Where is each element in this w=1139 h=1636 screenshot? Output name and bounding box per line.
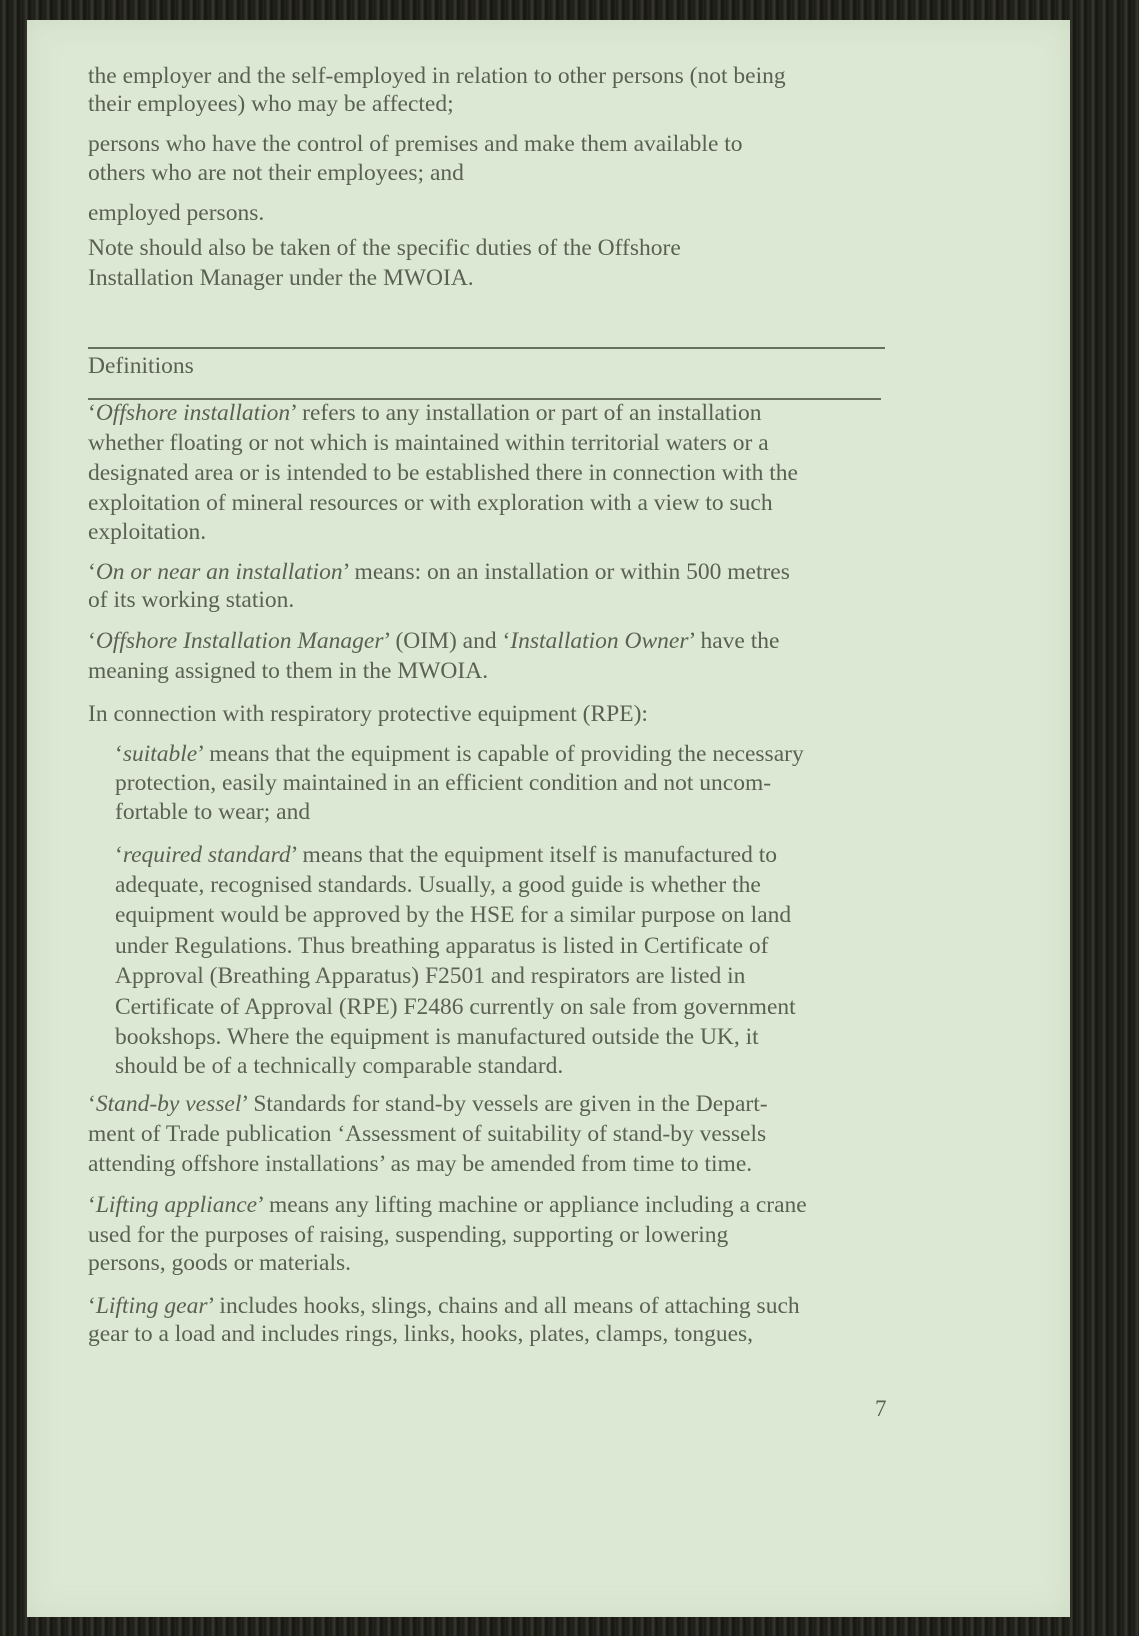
text-line: [88, 399, 762, 427]
defined-term: required standard: [122, 842, 291, 868]
text-line: [115, 871, 761, 899]
text-segment: designated area or is intended to be established there in connection with the: [88, 460, 798, 486]
text-line: [88, 199, 264, 227]
text-line: [88, 518, 206, 546]
document-page: [27, 20, 1070, 1617]
text-line: [115, 1052, 563, 1080]
text-line: [88, 489, 773, 517]
text-segment: ‘: [88, 400, 96, 426]
text-line: [88, 558, 790, 586]
text-line: [88, 1120, 766, 1148]
text-segment: should be of a technically comparable standard.: [115, 1053, 564, 1079]
text-segment: the employer and the self-employed in relation to other persons (not being: [88, 63, 786, 89]
text-segment: under Regulations. Thus breathing apparatus is listed in Certificate of: [115, 933, 769, 959]
text-segment: ‘: [88, 559, 96, 585]
text-line: [115, 740, 804, 768]
text-line: [88, 90, 454, 118]
text-segment: persons who have the control of premises and make them available to: [88, 131, 743, 157]
text-segment: of its working station.: [88, 587, 295, 613]
text-segment: Certificate of Approval (RPE) F2486 currently on sale from government: [115, 994, 796, 1020]
text-line: [88, 429, 769, 457]
text-segment: adequate, recognised standards. Usually, a good guide is whether the: [115, 872, 761, 898]
text-line: [88, 1221, 728, 1249]
text-segment: ’ (OIM) and ‘: [383, 628, 511, 654]
text-segment: persons, goods or materials.: [88, 1250, 352, 1276]
text-segment: bookshops. Where the equipment is manufactured outside the UK, it: [115, 1024, 759, 1050]
text-line: [88, 657, 488, 685]
text-segment: ’ Standards for stand-by vessels are given in the Depart-: [241, 1091, 768, 1117]
text-segment: employed persons.: [88, 200, 265, 226]
text-segment: In connection with respiratory protective equipment (RPE):: [88, 701, 648, 727]
text-line: [115, 841, 777, 869]
text-segment: ‘: [88, 628, 96, 654]
text-segment: Installation Manager under the MWOIA.: [88, 265, 474, 291]
text-segment: ’ means any lifting machine or appliance including a crane: [257, 1192, 807, 1218]
text-segment: ‘: [115, 842, 123, 868]
text-line: [88, 1090, 768, 1118]
defined-term: Stand-by vessel: [95, 1091, 242, 1117]
text-line: [88, 459, 798, 487]
text-line: [88, 1191, 807, 1219]
text-segment: protection, easily maintained in an efficient condition and not uncom-: [115, 770, 772, 796]
text-segment: ’ means that the equipment is capable of providing the necessary: [197, 741, 804, 767]
text-line: [115, 962, 745, 990]
text-segment: ment of Trade publication ‘Assessment of suitability of stand-by vessels: [88, 1121, 767, 1147]
text-segment: used for the purposes of raising, suspending, supporting or lowering: [88, 1222, 729, 1248]
text-line: [115, 769, 771, 797]
text-segment: Approval (Breathing Apparatus) F2501 and respirators are listed in: [115, 963, 746, 989]
defined-term: Offshore installation: [95, 400, 291, 426]
text-line: [88, 62, 786, 90]
text-line: [115, 901, 791, 929]
text-line: [115, 798, 310, 826]
text-line: [88, 586, 294, 614]
text-line: [115, 993, 796, 1021]
text-segment: Note should also be taken of the specific duties of the Offshore: [88, 235, 681, 261]
text-line: [115, 1023, 759, 1051]
defined-term: suitable: [122, 741, 198, 767]
text-line: [88, 1292, 800, 1320]
text-segment: ‘: [88, 1293, 96, 1319]
text-line: [88, 234, 681, 262]
defined-term: Offshore Installation Manager: [95, 628, 384, 654]
defined-term: On or near an installation: [95, 559, 343, 585]
text-segment: whether floating or not which is maintained within territorial waters or a: [88, 430, 769, 456]
text-segment: ‘: [88, 1091, 96, 1117]
text-segment: gear to a load and includes rings, links, hooks, plates, clamps, tongues,: [88, 1321, 754, 1347]
text-segment: fortable to wear; and: [115, 799, 311, 825]
text-segment: ’ means that the equipment itself is manufactured to: [290, 842, 777, 868]
text-line: [88, 159, 464, 187]
text-segment: ’ refers to any installation or part of an installation: [290, 400, 762, 426]
text-line: [88, 1320, 753, 1348]
text-segment: exploitation.: [88, 519, 207, 545]
text-segment: ’ means: on an installation or within 500 metres: [342, 559, 790, 585]
text-line: [88, 1249, 351, 1277]
defined-term: Lifting gear: [95, 1293, 208, 1319]
text-line: [88, 700, 648, 728]
text-segment: ‘: [115, 741, 123, 767]
text-segment: others who are not their employees; and: [88, 160, 464, 186]
text-segment: ’ includes hooks, slings, chains and all means of attaching such: [207, 1293, 800, 1319]
text-segment: their employees) who may be affected;: [88, 91, 454, 117]
text-segment: meaning assigned to them in the MWOIA.: [88, 658, 489, 684]
defined-term: Lifting appliance: [95, 1192, 258, 1218]
text-segment: ’ have the: [688, 628, 780, 654]
defined-term: Installation Owner: [510, 628, 689, 654]
text-line: [88, 264, 474, 292]
heading-rule-top: [88, 347, 885, 349]
page-number: 7: [875, 1396, 887, 1421]
text-segment: exploitation of mineral resources or with exploration with a view to such: [88, 490, 773, 516]
text-line: [88, 627, 779, 655]
text-segment: attending offshore installations’ as may be amended from time to time.: [88, 1151, 753, 1177]
text-line: [115, 932, 769, 960]
text-line: [88, 130, 743, 158]
text-line: [88, 1150, 752, 1178]
text-segment: ‘: [88, 1192, 96, 1218]
section-heading: Definitions: [88, 353, 194, 379]
text-segment: equipment would be approved by the HSE for a similar purpose on land: [115, 902, 792, 928]
